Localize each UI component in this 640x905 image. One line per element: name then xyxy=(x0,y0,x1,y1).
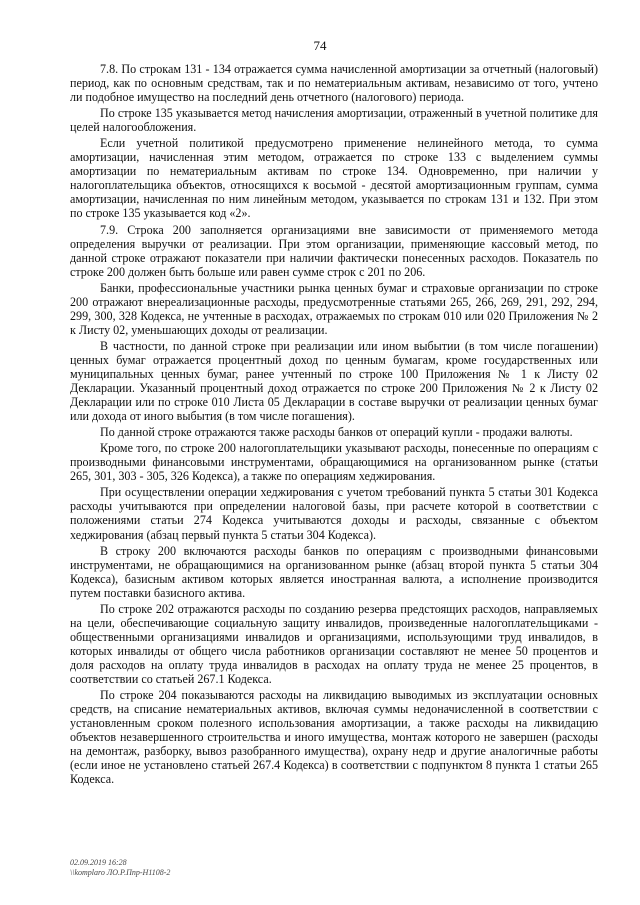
page-number: 74 xyxy=(313,38,327,53)
paragraph: По строке 135 указывается метод начисления амортизации, отраженный в учетной политике для целей налогообложения. xyxy=(70,106,598,135)
footer-file-path: \\komplaro ЛО.Р.Ппр-Н1108-2 xyxy=(70,868,171,877)
paragraph: Если учетной политикой предусмотрено применение нелинейного метода, то сумма амортизации, начисленная этим методом, отражается по строке 133 с выделением суммы амортизации по нематериальным активам по строке 134. Одновременно, при наличии у налогоплательщика объектов, относящихся к восьмой - десятой амортизационным группам, сумма амортизации, начисленная по ним линейным методом, указывается по строкам 131 и 132. При этом по строке 135 указывается код «2». xyxy=(70,136,598,221)
document-body xyxy=(70,62,598,788)
paragraph: При осуществлении операции хеджирования с учетом требований пункта 5 статьи 301 Кодекса расходы учитываются при определении налоговой базы, при расчете которой в соответствии с положениями статьи 274 Кодекса учитываются доходы и расходы, связанные с объектом хеджирования (абзац первый пункта 5 статьи 304 Кодекса). xyxy=(70,485,598,542)
paragraph: 7.8. По строкам 131 - 134 отражается сумма начисленной амортизации за отчетный (налоговый) период, как по основным средствам, так и по нематериальным активам, независимо от того, учтено ли подобное имущество на последний день отчетного (налогового) периода. xyxy=(70,62,598,105)
paragraph: По строке 204 показываются расходы на ликвидацию выводимых из эксплуатации основных средств, на списание нематериальных активов, включая суммы недоначисленной в соответствии с установленным сроком полезного использования амортизации, а также расходы на ликвидацию объектов незавершенного строительства и иного имущества, монтаж которого не завершен (расходы на демонтаж, разборку, вывоз разобранного имущества), охрану недр и другие аналогичные работы (если иное не установлено статьей 267.4 Кодекса) в соответствии с подпунктом 8 пункта 1 статьи 265 Кодекса. xyxy=(70,688,598,787)
paragraph: По данной строке отражаются также расходы банков от операций купли - продажи валюты. xyxy=(100,425,573,440)
paragraph: 7.9. Строка 200 заполняется организациями вне зависимости от применяемого метода определения выручки от реализации. При этом организации, применяющие кассовый метод, по данной строке отражают показатели при наличии фактически понесенных расходов. Показатель по строке 200 должен быть больше или равен сумме строк с 201 по 206. xyxy=(70,222,598,279)
paragraph: В строку 200 включаются расходы банков по операциям с производными финансовыми инструментами, не обращающимися на организованном рынке (абзац второй пункта 5 статьи 304 Кодекса), базисным активом которых является иностранная валюта, а исполнение производится путем поставки базисного актива. xyxy=(70,543,598,600)
paragraph: По строке 202 отражаются расходы по созданию резерва предстоящих расходов, направляемых на цели, обеспечивающие социальную защиту инвалидов, произведенные налогоплательщиками - общественными организациями инвалидов и организациями, использующими труд инвалидов, в которых инвалиды от общего числа работников организации составляют не менее 50 процентов и доля расходов на оплату труда инвалидов в расходах на оплату труда не менее 25 процентов, в соответствии со статьей 267.1 Кодекса. xyxy=(70,601,598,686)
footer-timestamp: 02.09.2019 16:28 xyxy=(70,858,127,867)
paragraph: В частности, по данной строке при реализации или ином выбытии (в том числе погашении) ценных бумаг отражается процентный доход по ценным бумагам, кроме государственных или муниципальных ценных бумаг, ранее учтенный по строке 100 Приложения № 1 к Листу 02 Декларации. Указанный процентный доход отражается по строке 200 Приложения № 2 к Листу 02 Декларации или по строке 010 Листа 05 Декларации в составе выручки от реализации ценных бумаг или дохода от иного выбытия (в том числе погашения). xyxy=(70,338,598,424)
paragraph: Банки, профессиональные участники рынка ценных бумаг и страховые организации по строке 200 отражают внереализационные расходы, предусмотренные статьями 265, 266, 269, 291, 292, 294, 299, 300, 328 Кодекса, не учтенные в расходах, отражаемых по строкам 010 или 020 Приложения № 2 к Листу 02, уменьшающих доходы от реализации. xyxy=(70,280,598,337)
footer-stamp xyxy=(70,858,170,878)
paragraph: Кроме того, по строке 200 налогоплательщики указывают расходы, понесенные по операциям с производными финансовыми инструментами, обращающимися на организованном рынке (статьи 265, 301, 303 - 305, 326 Кодекса), а также по операциям хеджирования. xyxy=(70,441,598,484)
